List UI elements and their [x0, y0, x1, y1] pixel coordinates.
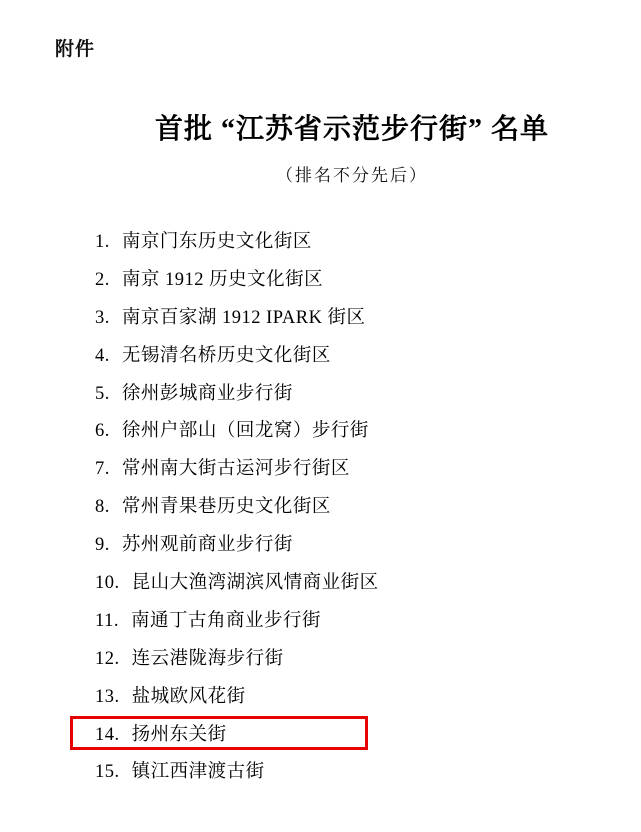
list-item-number: 9. [95, 535, 110, 556]
page-subtitle: （排名不分先后） [276, 166, 428, 185]
list-item-number: 6. [95, 421, 110, 442]
list-item-highlighted [95, 717, 379, 755]
list-item-number: 14. [95, 724, 120, 745]
list-item [95, 527, 379, 565]
list-item [95, 679, 379, 717]
list-item-number: 15. [95, 762, 120, 783]
list-item-name: 镇江西津渡古街 [131, 762, 265, 783]
list-item-name: 昆山大渔湾湖滨风情商业街区 [131, 573, 379, 594]
list-item-name: 苏州观前商业步行街 [121, 535, 293, 556]
list-item-number: 3. [95, 307, 110, 328]
page-title: 首批 “江苏省示范步行街” 名单 [154, 114, 549, 145]
list-item [95, 603, 379, 641]
attachment-label: 附件 [55, 39, 96, 60]
list-item-number: 5. [95, 383, 110, 404]
list-item-name: 徐州户部山（回龙窝）步行街 [121, 421, 369, 442]
list-item [95, 376, 379, 414]
list-item-number: 8. [95, 497, 110, 518]
list-item-number: 12. [95, 648, 120, 669]
list-item [95, 565, 379, 603]
list-item [95, 489, 379, 527]
list-item-name: 扬州东关街 [131, 724, 227, 745]
list-item [95, 224, 379, 262]
list-item-name: 徐州彭城商业步行街 [121, 383, 293, 404]
list-item [95, 754, 379, 792]
list-item-number: 10. [95, 573, 120, 594]
list-item-number: 1. [95, 232, 110, 252]
list-item-name: 南京 1912 历史文化街区 [121, 269, 324, 290]
list-item [95, 262, 379, 300]
list-item [95, 641, 379, 679]
list-item-name: 连云港陇海步行街 [131, 648, 284, 669]
list-item-number: 7. [95, 459, 110, 480]
list-item-number: 4. [95, 345, 110, 366]
list-item-name: 南京百家湖 1912 IPARK 街区 [121, 307, 366, 328]
list-item-name: 常州青果巷历史文化街区 [121, 497, 331, 518]
list-item [95, 413, 379, 451]
list-item-name: 无锡清名桥历史文化街区 [121, 345, 331, 366]
list-item-name: 南通丁古角商业步行街 [130, 610, 321, 631]
list-item [95, 338, 379, 376]
street-list [95, 224, 379, 792]
list-item-name: 盐城欧风花街 [131, 686, 246, 707]
list-item [95, 300, 379, 338]
list-item-number: 13. [95, 686, 120, 707]
list-item [95, 451, 379, 489]
list-item-number: 2. [95, 269, 110, 290]
list-item-number: 11. [95, 610, 119, 631]
list-item-name: 南京门东历史文化街区 [121, 232, 312, 252]
list-item-name: 常州南大街古运河步行街区 [121, 459, 350, 480]
